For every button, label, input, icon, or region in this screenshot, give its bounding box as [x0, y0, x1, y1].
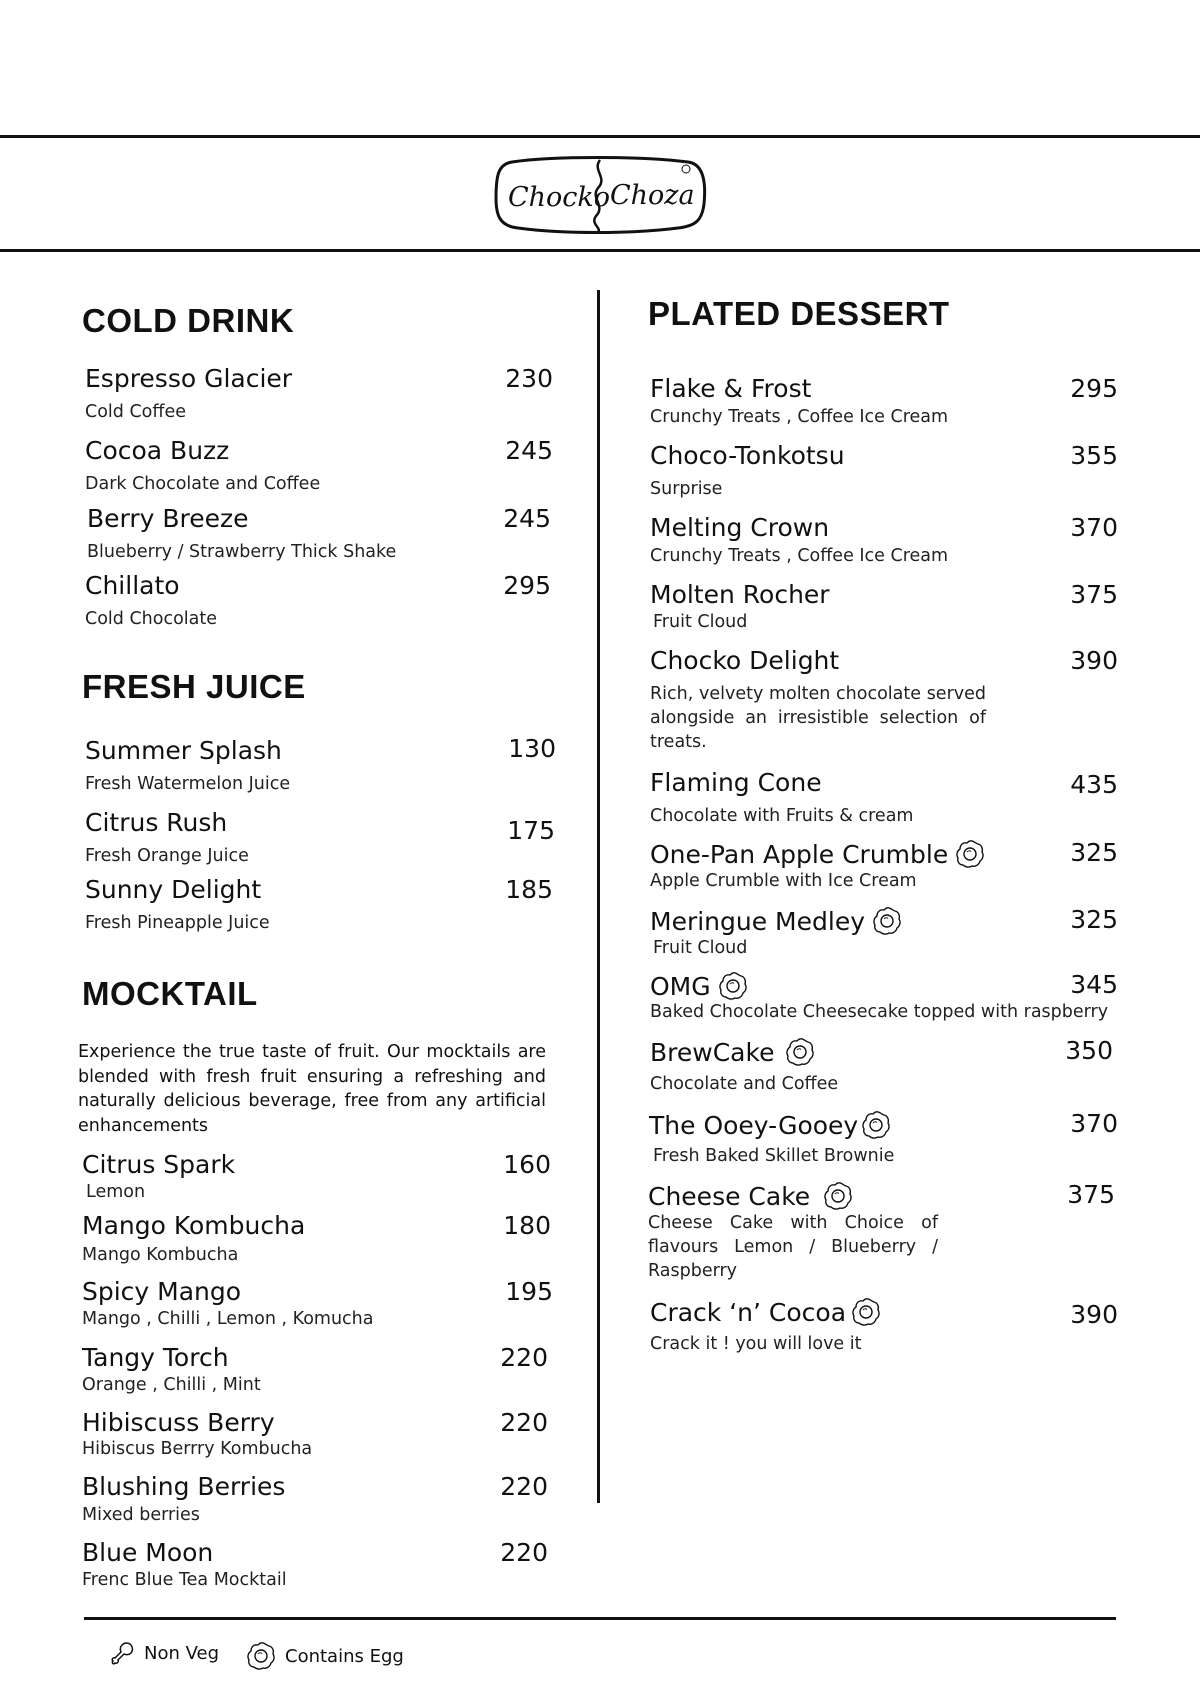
- item-name: Hibiscuss Berry: [82, 1408, 275, 1437]
- item-name: Espresso Glacier: [85, 364, 293, 393]
- item-name: Flaming Cone: [650, 768, 822, 797]
- egg-icon: [850, 1296, 882, 1328]
- item-name-text: One-Pan Apple Crumble: [650, 839, 949, 869]
- header-top-rule: [0, 135, 1200, 138]
- item-price: 175: [507, 816, 555, 845]
- item-name: [650, 905, 903, 937]
- item-description: Fruit Cloud: [653, 612, 748, 632]
- item-description: Lemon: [86, 1182, 146, 1202]
- item-price: 355: [1070, 441, 1118, 470]
- item-price: 325: [1070, 905, 1118, 934]
- item-description: Frenc Blue Tea Mocktail: [82, 1570, 287, 1590]
- item-price: 295: [503, 571, 551, 600]
- item-name: Chillato: [85, 571, 180, 600]
- item-price: 375: [1067, 1180, 1115, 1209]
- item-description: Mango , Chilli , Lemon , Komucha: [82, 1309, 374, 1329]
- item-price: 350: [1065, 1036, 1113, 1065]
- header-bottom-rule: [0, 249, 1200, 252]
- item-name: Choco-Tonkotsu: [650, 441, 845, 470]
- item-description: Dark Chocolate and Coffee: [85, 474, 321, 494]
- item-price: 195: [505, 1277, 553, 1306]
- mocktail-intro: Experience the true taste of fruit. Our mocktails are blended with fresh fruit ensuring a refreshing and naturally delicious beverage, free from any artificial enhancements: [78, 1042, 546, 1136]
- item-price: 220: [500, 1408, 548, 1437]
- item-name: Spicy Mango: [82, 1277, 242, 1306]
- item-name-text: OMG: [650, 971, 711, 1001]
- item-price: 345: [1070, 970, 1118, 999]
- item-description: Cheese Cake with Choice of flavours Lemon / Blueberry / Raspberry: [648, 1213, 938, 1281]
- section-title-fresh-juice: FRESH JUICE: [82, 668, 306, 705]
- item-price: 130: [508, 734, 556, 763]
- item-price: 245: [505, 436, 553, 465]
- item-price: 295: [1070, 374, 1118, 403]
- legend-rule: [84, 1617, 1116, 1620]
- item-description: Cold Chocolate: [85, 609, 218, 629]
- item-name: Summer Splash: [85, 736, 282, 765]
- item-name: Blushing Berries: [82, 1472, 286, 1501]
- section-title-plated-dessert: PLATED DESSERT: [648, 295, 950, 332]
- item-description: Fresh Baked Skillet Brownie: [653, 1146, 895, 1166]
- item-description: Chocolate and Coffee: [650, 1074, 839, 1094]
- item-description: Apple Crumble with Ice Cream: [650, 871, 917, 891]
- item-description: Fresh Watermelon Juice: [85, 774, 291, 794]
- item-price: 370: [1070, 513, 1118, 542]
- item-description: Baked Chocolate Cheesecake topped with raspberry: [650, 1002, 1109, 1022]
- item-name-text: The Ooey-Gooey: [649, 1110, 859, 1140]
- item-name: Blue Moon: [82, 1538, 214, 1567]
- item-description: Chocolate with Fruits & cream: [650, 806, 914, 826]
- egg-icon: [717, 970, 749, 1002]
- egg-icon: [245, 1640, 277, 1672]
- item-price: 390: [1070, 1300, 1118, 1329]
- item-description: Hibiscus Berrry Kombucha: [82, 1439, 313, 1459]
- svg-text:Choza: Choza: [610, 180, 695, 211]
- svg-text:Chocko: Chocko: [508, 182, 611, 213]
- item-name: Flake & Frost: [650, 374, 812, 403]
- item-name: Molten Rocher: [650, 580, 830, 609]
- item-name: Sunny Delight: [85, 875, 262, 904]
- item-name-text: Meringue Medley: [650, 906, 866, 936]
- item-price: 325: [1070, 838, 1118, 867]
- legend-label: Non Veg: [144, 1642, 220, 1664]
- item-name: Chocko Delight: [650, 646, 840, 675]
- item-name-text: BrewCake: [650, 1037, 775, 1067]
- legend-label: Contains Egg: [285, 1645, 404, 1667]
- egg-icon: [860, 1109, 892, 1141]
- item-name: [648, 1180, 854, 1212]
- egg-icon: [954, 838, 986, 870]
- item-name: Citrus Spark: [82, 1150, 236, 1179]
- item-name: Berry Breeze: [87, 504, 249, 533]
- item-name-text: Cheese Cake: [648, 1181, 811, 1211]
- item-description: Blueberry / Strawberry Thick Shake: [87, 542, 397, 562]
- egg-icon: [822, 1180, 854, 1212]
- egg-icon: [784, 1036, 816, 1068]
- drumstick-icon: [110, 1640, 136, 1666]
- item-name: Citrus Rush: [85, 808, 228, 837]
- item-price: 435: [1070, 770, 1118, 799]
- item-price: 160: [503, 1150, 551, 1179]
- item-name: Tangy Torch: [82, 1343, 229, 1372]
- item-name: Cocoa Buzz: [85, 436, 230, 465]
- item-name: Mango Kombucha: [82, 1211, 306, 1240]
- item-name: [650, 838, 986, 870]
- legend-contains-egg: [245, 1640, 404, 1672]
- item-price: 390: [1070, 646, 1118, 675]
- item-price: 245: [503, 504, 551, 533]
- brand-logo: [492, 154, 708, 236]
- item-description: Crunchy Treats , Coffee Ice Cream: [650, 407, 949, 427]
- item-description: Orange , Chilli , Mint: [82, 1375, 261, 1395]
- item-name: [650, 970, 749, 1002]
- item-name: [650, 1296, 882, 1328]
- column-divider: [597, 290, 600, 1503]
- item-description: Cold Coffee: [85, 402, 186, 422]
- item-description: Fresh Orange Juice: [85, 846, 249, 866]
- item-name-text: Crack ‘n’ Cocoa: [650, 1297, 847, 1327]
- item-description: Mango Kombucha: [82, 1245, 239, 1265]
- item-name: Melting Crown: [650, 513, 830, 542]
- item-description: Crunchy Treats , Coffee Ice Cream: [650, 546, 949, 566]
- item-name: [650, 1036, 816, 1068]
- item-description: Surprise: [650, 479, 723, 499]
- item-description: Mixed berries: [82, 1505, 200, 1525]
- item-price: 370: [1070, 1109, 1118, 1138]
- item-description: Fresh Pineapple Juice: [85, 913, 270, 933]
- item-price: 220: [500, 1472, 548, 1501]
- item-description: Crack it ! you will love it: [650, 1334, 862, 1354]
- item-price: 230: [505, 364, 553, 393]
- item-description: Rich, velvety molten chocolate served alongside an irresistible selection of treats.: [650, 684, 986, 752]
- item-price: 220: [500, 1538, 548, 1567]
- legend-non-veg: [110, 1640, 219, 1666]
- item-name: [649, 1109, 892, 1141]
- item-price: 220: [500, 1343, 548, 1372]
- section-title-cold-drink: COLD DRINK: [82, 302, 295, 339]
- item-description: Fruit Cloud: [653, 938, 748, 958]
- section-title-mocktail: MOCKTAIL: [82, 975, 258, 1012]
- egg-icon: [871, 905, 903, 937]
- item-price: 375: [1070, 580, 1118, 609]
- item-price: 180: [503, 1211, 551, 1240]
- item-price: 185: [505, 875, 553, 904]
